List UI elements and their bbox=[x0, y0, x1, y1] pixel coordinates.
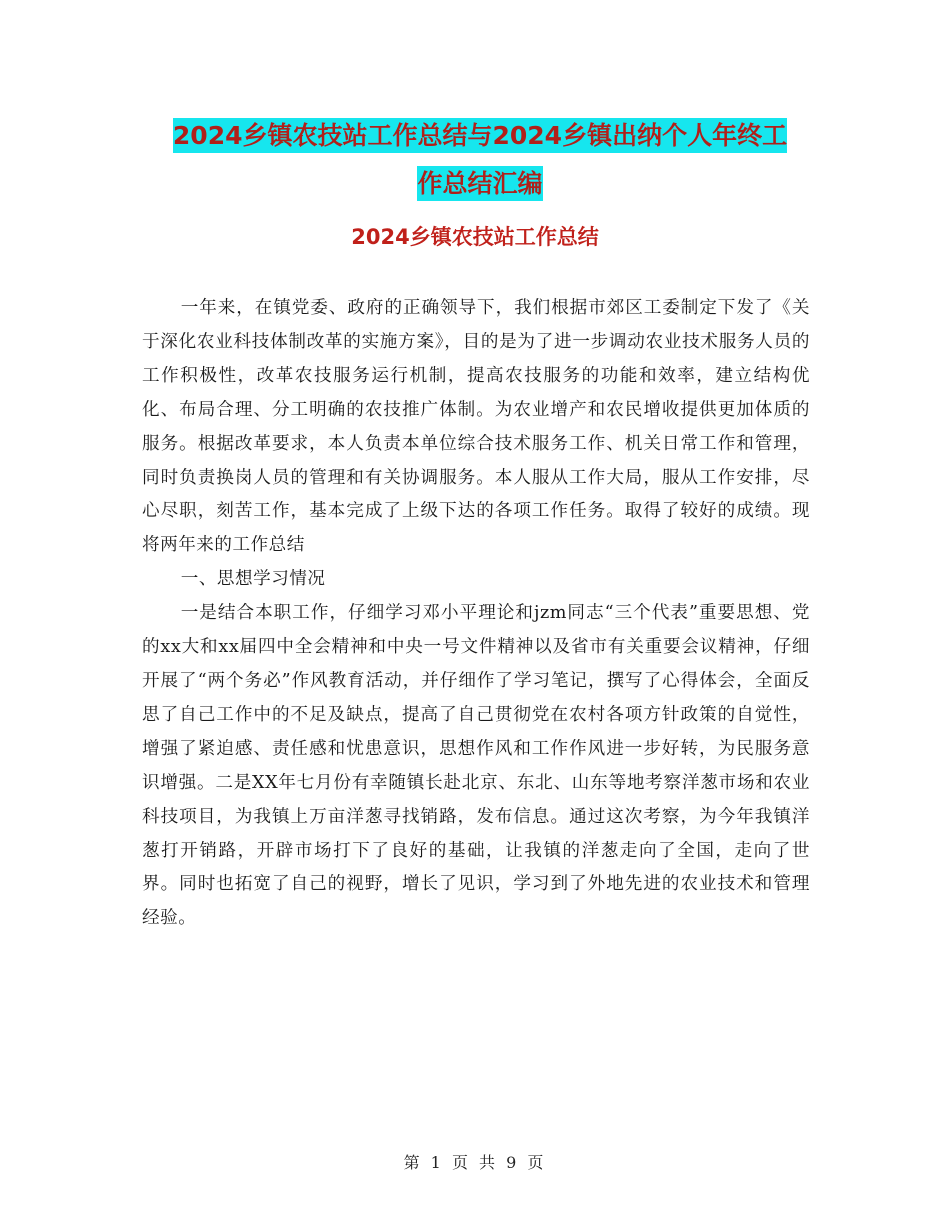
document-title bbox=[150, 112, 810, 208]
subheading-thought-study: 一、思想学习情况 bbox=[180, 569, 326, 590]
document-title-line-1: 2024乡镇农技站工作总结与2024乡镇出纳个人年终工 bbox=[173, 118, 787, 153]
document-body bbox=[142, 292, 810, 936]
paragraph-intro: 一年来，在镇党委、政府的正确领导下，我们根据市郊区工委制定下发了《关于深化农业科技体制改革的实施方案》，目的是为了进一步调动农业技术服务人员的工作积极性，改革农技服务运行机制，提高农技服务的功能和效率，建立结构优化、布局合理、分工明确的农技推广体制。为农业增产和农民增收提供更加体质的服务。根据改革要求，本人负责本单位综合技术服务工作、机关日常工作和管理，同时负责换岗人员的管理和有关协调服务。本人服从工作大局，服从工作安排，尽心尽职，刻苦工作，基本完成了上级下达的各项工作任务。取得了较好的成绩。现将两年来的工作总结 bbox=[142, 298, 810, 556]
paragraph-study-details: 一是结合本职工作，仔细学习邓小平理论和jzm同志“三个代表”重要思想、党的xx大和xx届四中全会精神和中央一号文件精神以及省市有关重要会议精神，仔细开展了“两个务必”作风教育活动，并仔细作了学习笔记，撰写了心得体会，全面反思了自己工作中的不足及缺点，提高了自己贯彻党在农村各项方针政策的自觉性，增强了紧迫感、责任感和忧患意识，思想作风和工作作风进一步好转，为民服务意识增强。二是XX年七月份有幸随镇长赴北京、东北、山东等地考察洋葱市场和农业科技项目，为我镇上万亩洋葱寻找销路，发布信息。通过这次考察，为今年我镇洋葱打开销路，开辟市场打下了良好的基础，让我镇的洋葱走向了全国，走向了世界。同时也拓宽了自己的视野，增长了见识，学习到了外地先进的农业技术和管理经验。 bbox=[142, 603, 810, 929]
page-footer: 第 1 页 共 9 页 bbox=[403, 1153, 547, 1172]
section-title: 2024乡镇农技站工作总结 bbox=[351, 225, 599, 249]
document-title-line-2: 作总结汇编 bbox=[417, 166, 542, 201]
